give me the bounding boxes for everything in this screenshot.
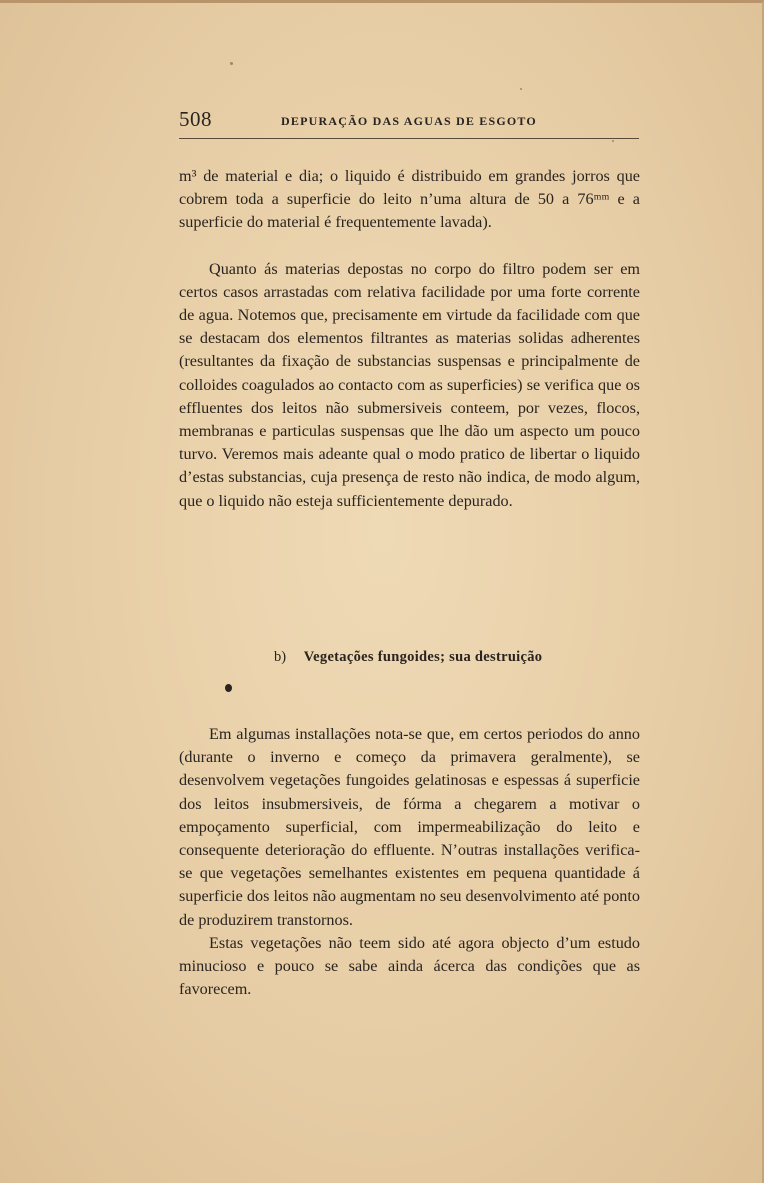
paragraph: Em algumas installações nota-se que, em certos periodos do anno (durante o inverno e começo da primavera geralmente), se desenvolvem vegetações fungoides gelatinosas e espessas á superficie dos leitos insubmersiveis, de fórma a chegarem a motivar o empoçamento superficial, com impermeabilização do leito e consequente deterioração do effluente. N’outras installações verifica-se que vegetações semelhantes existentes em pequena quantidade á superficie dos leitos não augmentam no seu desenvolvimento até ponto de produzirem transtornos. [179,725,640,929]
header-rule [179,138,639,139]
page-header [179,107,639,137]
section-letter: b) [274,649,287,665]
page-number: 508 [179,107,212,131]
ink-blot [225,684,232,692]
paragraph: Quanto ás materias depostas no corpo do filtro podem ser em certos casos arrastadas com relativa facilidade por uma forte corrente de agua. Notemos que, precisamente em virtude da facilidade com que se destacam dos elementos filtrantes as materias solidas adherentes (resultantes da fixação de substancias suspensas e principalmente de colloides coagulados ao contacto com as superficies) se verifica que os effluentes dos leitos não submersiveis conteem, por vezes, flocos, membranas e particulas suspensas que lhe dão um aspecto um pouco turvo. Veremos mais adeante qual o modo pratico de libertar o liquido d’estas substancias, cuja presença de resto não indica, de modo algum, que o liquido não esteja sufficientemente depurado. [179,259,640,510]
paragraph-continuation: m³ de material e dia; o liquido é distribuido em grandes jorros que cobrem toda a superficie do leito n’uma altura de 50 a 76ᵐᵐ e a superficie do material é frequentemente lavada). [179,167,640,232]
paper-speck [520,88,522,90]
paragraph: Estas vegetações não teem sido até agora objecto d’um estudo minucioso e pouco se sabe ainda ácerca das condições que as favorecem. [179,933,640,999]
section-title: Vegetações fungoides; sua destruição [303,649,543,665]
paper-speck [612,140,614,142]
body-text-top [179,165,640,513]
running-title: DEPURAÇÃO DAS AGUAS DE ESGOTO [281,114,537,128]
section-heading [274,649,542,666]
paper-speck [230,62,233,65]
body-text-bottom [179,723,640,1001]
